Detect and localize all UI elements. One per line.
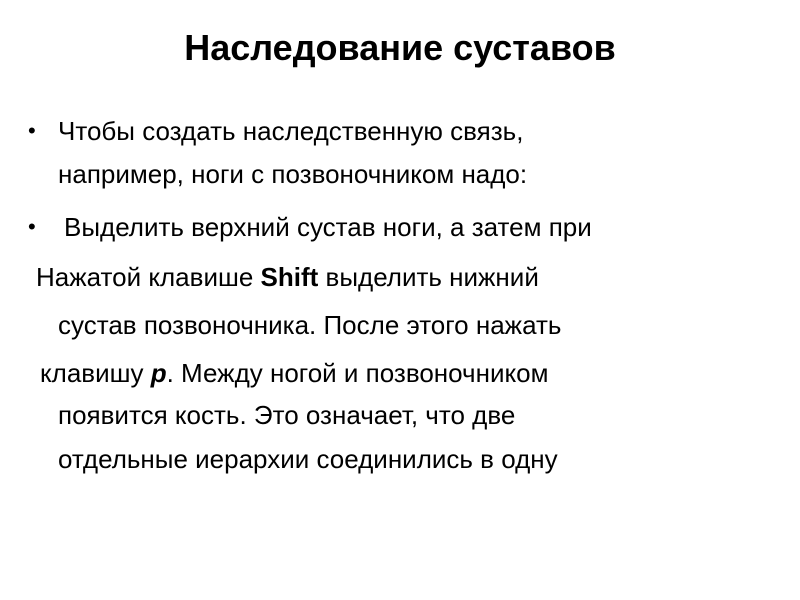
text-line: отдельные иерархии соединились в одну <box>58 444 558 474</box>
text-line <box>36 260 539 294</box>
p-key-label: p <box>150 358 167 388</box>
text-segment: клавишу <box>40 358 151 388</box>
text-line: появится кость. Это означает, что две <box>58 400 516 430</box>
text-line: например, ноги с позвоночником надо: <box>58 159 528 189</box>
bullet-icon: • <box>28 214 36 239</box>
slide-title: Наследование суставов <box>184 27 616 68</box>
text-segment: выделить нижний <box>318 262 539 292</box>
text-segment: . Между ногой и позвоночником <box>166 358 549 388</box>
shift-key-label: Shift <box>260 262 319 292</box>
text-line <box>40 356 548 390</box>
text-line: Выделить верхний сустав ноги, а затем при <box>64 212 592 242</box>
text-line: сустав позвоночника. После этого нажать <box>58 310 562 340</box>
text-line: Чтобы создать наследственную связь, <box>58 116 524 146</box>
bullet-icon: • <box>28 118 36 143</box>
text-segment: Нажатой клавише <box>36 262 261 292</box>
